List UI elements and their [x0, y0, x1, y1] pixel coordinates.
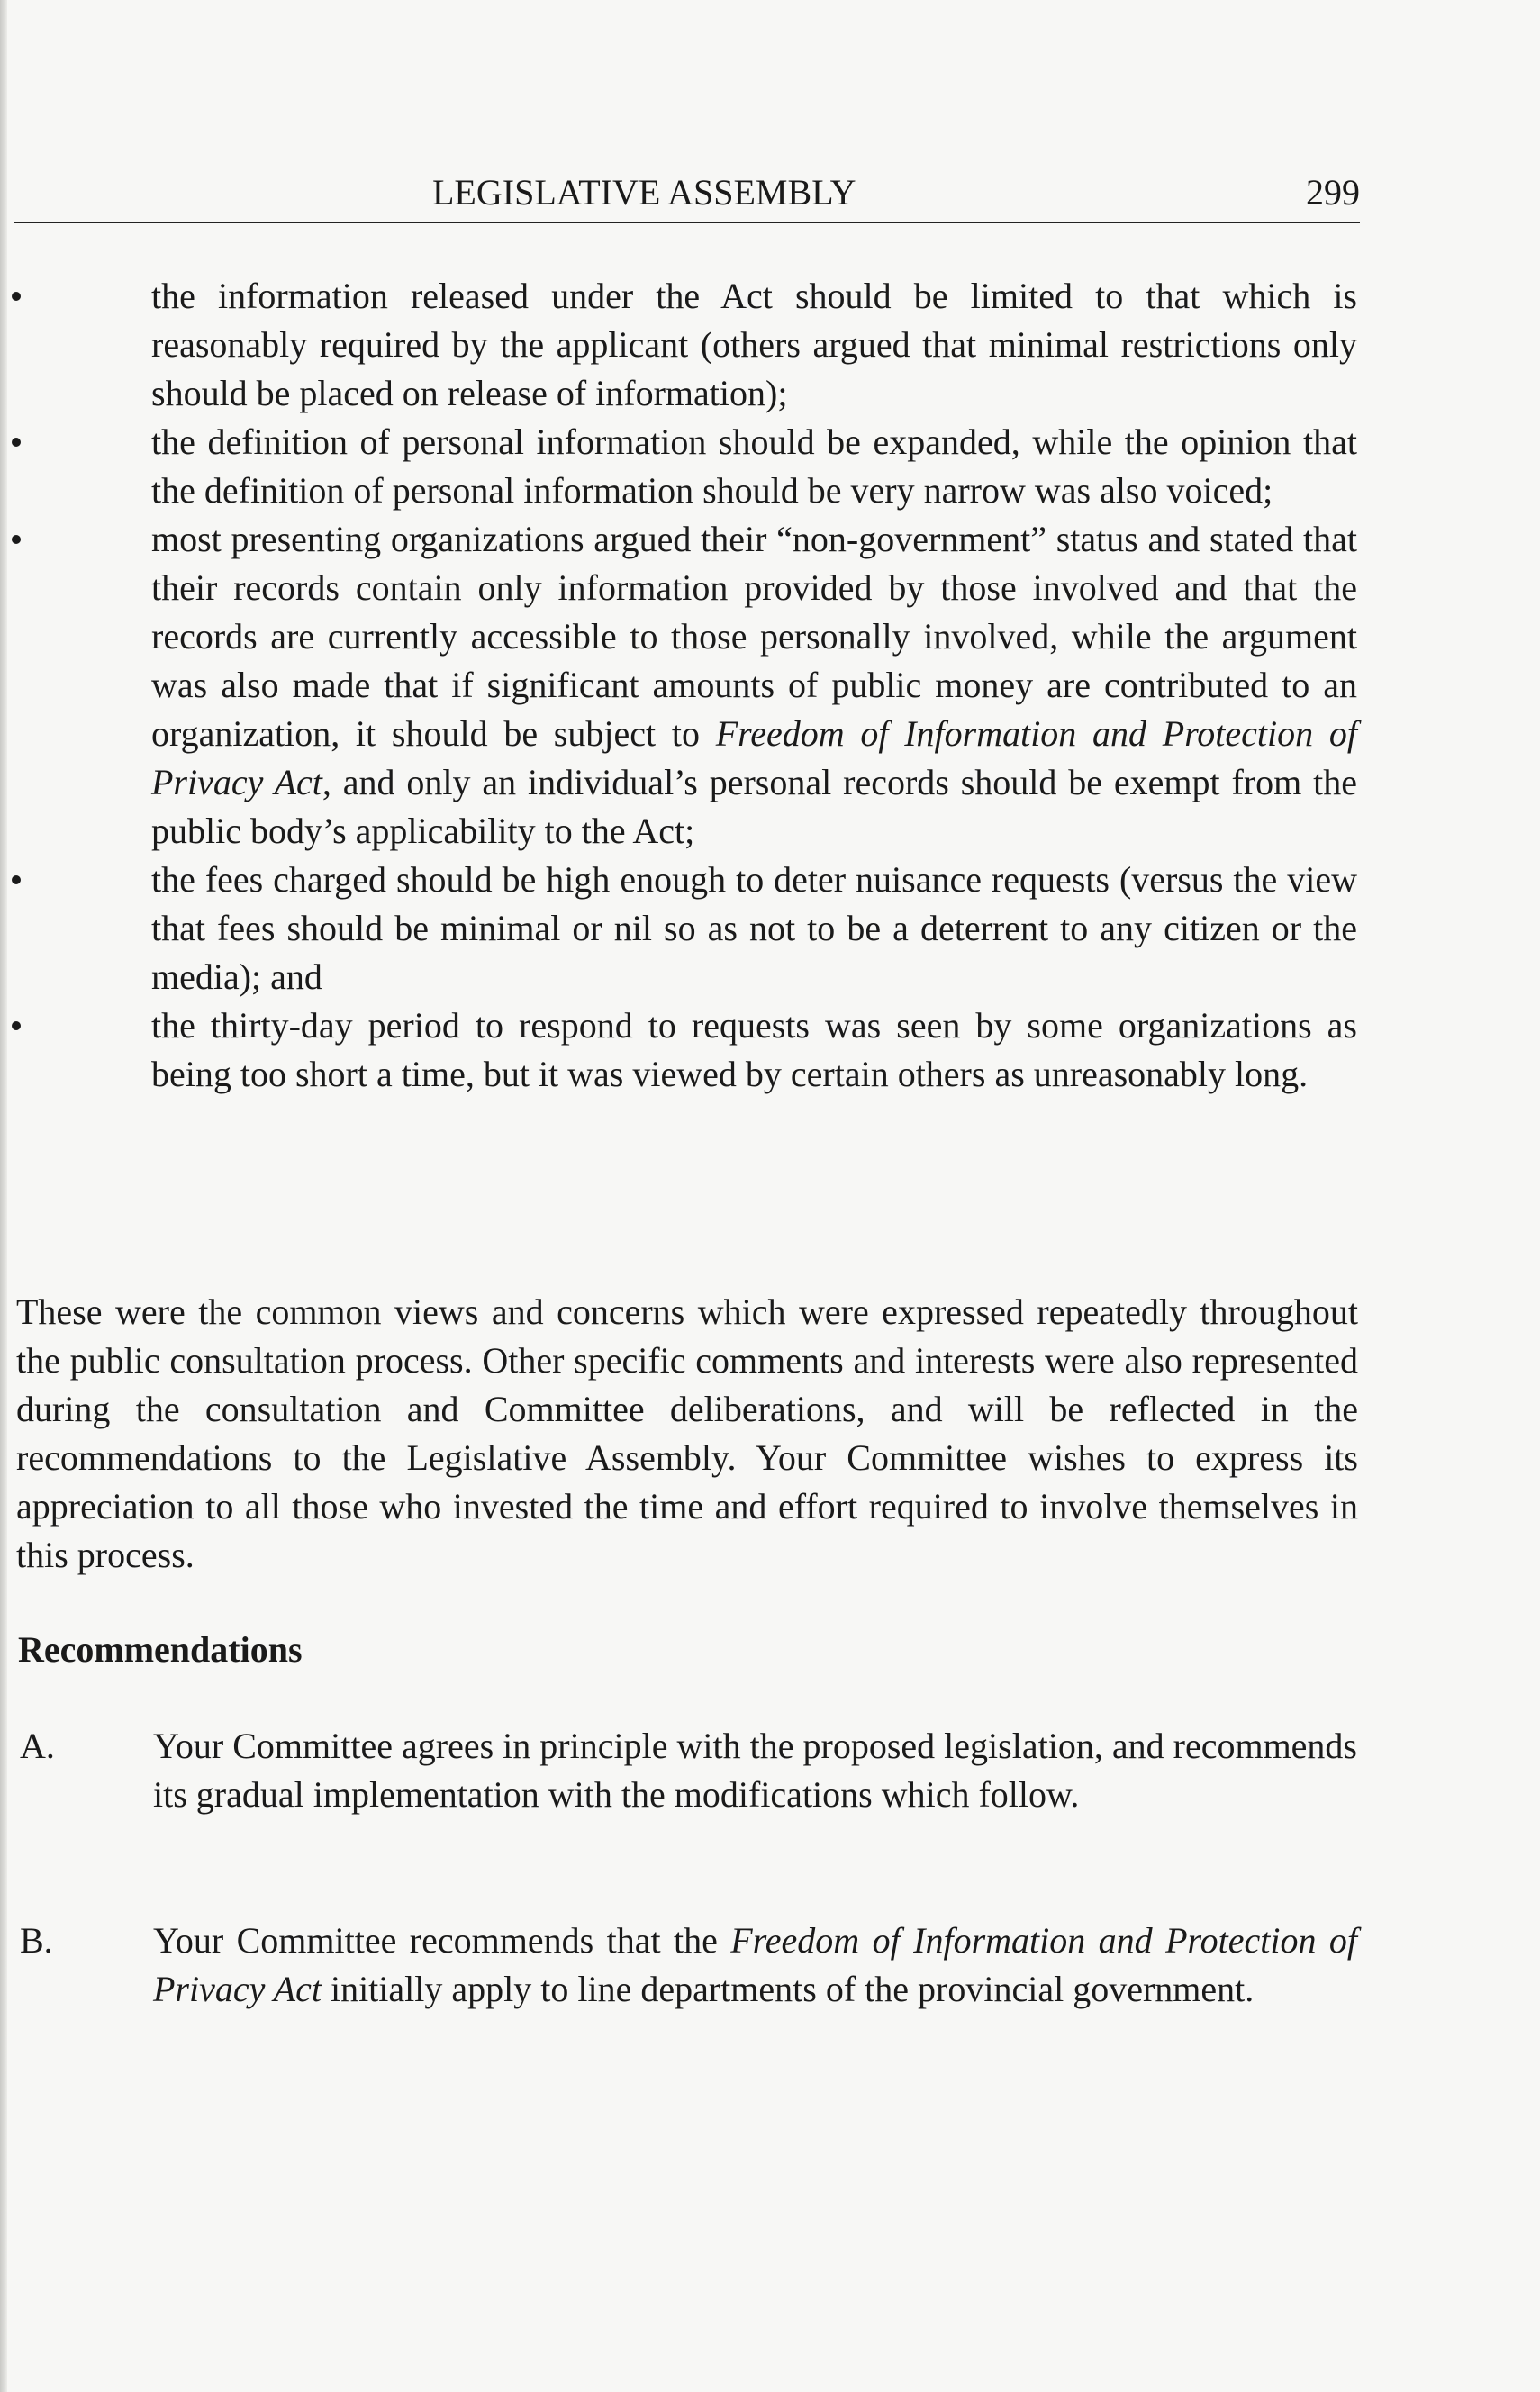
bullet-text: the definition of personal information should be expanded, while the opinion that the definition of personal information should be very narrow was also voiced; — [151, 421, 1357, 511]
bullet-icon — [12, 292, 21, 301]
recommendation-item — [0, 1916, 1369, 2014]
bullet-text-part: , and only an individual’s personal records should be exempt from the public body’s applicability to the Act; — [151, 762, 1358, 851]
page-number: 299 — [1306, 172, 1360, 213]
recommendation-text — [153, 1916, 1357, 2014]
recommendations-heading: Recommendations — [18, 1629, 303, 1670]
bullet-icon — [12, 875, 21, 884]
recommendation-text-part: initially apply to line departments of the provincial government. — [321, 1969, 1255, 2009]
summary-paragraph: These were the common views and concerns which were expressed repeatedly throughout the public consultation process. Other specific comments and interests were also represented during the consultation and Committee deliberations, and will be reflected in the recommendations to the Legislative Assembly. Your Committee wishes to express its appreciation to all those who invested the time and effort required to involve themselves in this process. — [16, 1291, 1358, 1575]
bullet-item — [0, 1001, 1369, 1099]
act-title: Freedom of Information and Protection of Privacy Act — [153, 1920, 1357, 2009]
bullet-list — [0, 272, 1369, 1099]
bullet-text: the fees charged should be high enough to deter nuisance requests (versus the view that fees should be minimal or nil so as not to be a deterrent to any citizen or the media); and — [151, 859, 1357, 997]
bullet-text — [151, 515, 1357, 856]
recommendation-text-part: Your Committee recommends that the — [153, 1920, 731, 1961]
bullet-icon — [12, 1021, 21, 1030]
bullet-icon — [12, 535, 21, 544]
bullet-item — [0, 856, 1369, 1001]
recommendation-letter: A. — [20, 1726, 55, 1766]
page-header — [14, 171, 1360, 223]
running-title: LEGISLATIVE ASSEMBLY — [432, 172, 856, 213]
act-title: Freedom of Information and Protection of Privacy Act — [151, 713, 1357, 802]
bullet-item — [0, 272, 1369, 418]
recommendation-text: Your Committee agrees in principle with the proposed legislation, and recommends its gradual implementation with the modifications which follow. — [153, 1726, 1357, 1815]
bullet-text: the information released under the Act should be limited to that which is reasonably required by the applicant (others argued that minimal restrictions only should be placed on release of information); — [151, 276, 1357, 413]
bullet-item — [0, 515, 1369, 856]
bullet-text: the thirty-day period to respond to requests was seen by some organizations as being too short a time, but it was viewed by certain others as unreasonably long. — [151, 1005, 1357, 1094]
recommendation-item — [0, 1722, 1369, 1819]
bullet-item — [0, 418, 1369, 515]
bullet-text-part: most presenting organizations argued their “non-government” status and stated that their records contain only information provided by those involved and that the records are currently accessible to those personally involved, while the argument was also made that if significant amounts of public money are contributed to an organization, it should be subject to — [151, 519, 1357, 754]
recommendation-letter: B. — [20, 1920, 53, 1961]
bullet-icon — [12, 438, 21, 447]
